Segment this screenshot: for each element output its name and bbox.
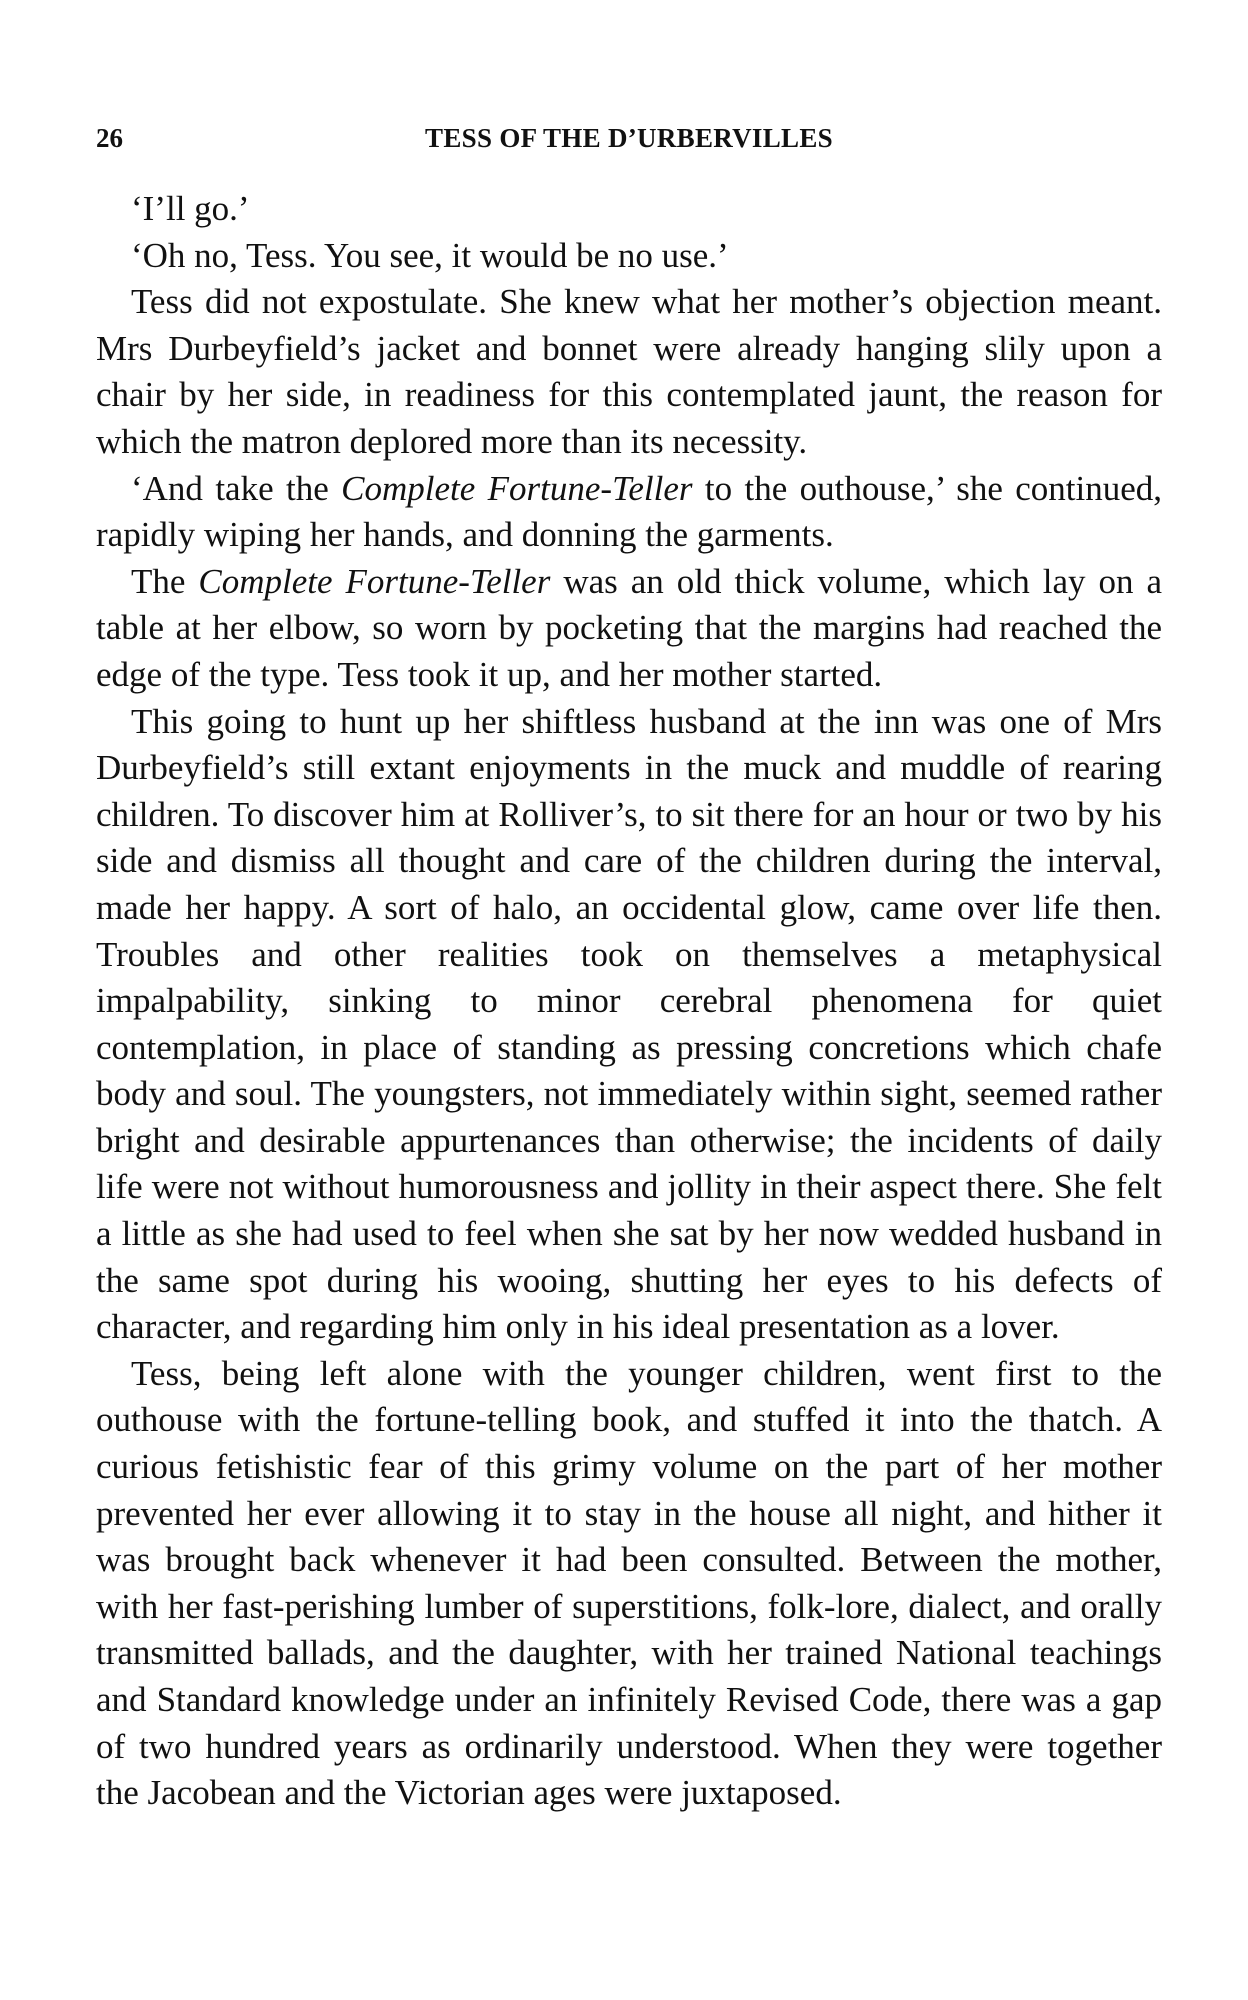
- paragraph-4-text-b: to the outhouse,’ she continued, rapidly wiping her hands, and donning the garments.: [96, 468, 1163, 555]
- paragraph-6: This going to hunt up her shiftless husband at the inn was one of Mrs Durbeyfield’s still extant enjoyments in the muck and muddle of rearing children. To discover him at Rolliver’s, to sit there for an hour or two by his side and dismiss all thought and care of the children during the interval, made her happy. A sort of halo, an occidental glow, came over life then. Troubles and other realities took on themselves a metaphysical impalpability, sinking to minor cerebral phenomena for quiet contemplation, in place of standing as pressing concretions which chafe body and soul. The youngsters, not immediately within sight, seemed rather bright and desirable appurtenances than otherwise; the incidents of daily life were not without humorousness and jollity in their aspect there. She felt a little as she had used to feel when she sat by her now wedded husband in the same spot during his wooing, shutting her eyes to his defects of character, and regarding him only in his ideal presentation as a lover.: [96, 701, 1162, 1347]
- paragraph-5-text-a: The: [131, 561, 199, 601]
- paragraph-5-text-b: was an old thick volume, which lay on a table at her elbow, so worn by pocketing that the margins had reached the edge of the type. Tess took it up, and her mother started.: [96, 561, 1162, 694]
- paragraph-1: ‘I’ll go.’: [131, 189, 250, 228]
- paragraph-4-text-a: ‘And take the: [131, 468, 342, 508]
- paragraph-2: ‘Oh no, Tess. You see, it would be no use.’: [131, 235, 729, 275]
- paragraph-3: Tess did not expostulate. She knew what her mother’s objection meant. Mrs Durbeyfield’s jacket and bonnet were already hanging slily upon a chair by her side, in readiness for this contemplated jaunt, the reason for which the matron deplored more than its necessity.: [96, 282, 1162, 461]
- book-title-italic: Complete Fortune-Teller: [341, 468, 693, 508]
- book-title-italic: Complete Fortune-Teller: [198, 561, 551, 601]
- paragraph-4: [96, 466, 1162, 559]
- body-text: [96, 186, 1162, 1817]
- page-number: 26: [96, 123, 123, 153]
- running-head: [96, 118, 1162, 158]
- paragraph-5: [96, 559, 1162, 699]
- running-title: TESS OF THE D’URBERVILLES: [425, 123, 833, 153]
- paragraph-7: Tess, being left alone with the younger children, went first to the outhouse with the fortune-telling book, and stuffed it into the thatch. A curious fetishistic fear of this grimy volume on the part of her mother prevented her ever allowing it to stay in the house all night, and hither it was brought back whenever it had been consulted. Between the mother, with her fast-perishing lumber of superstitions, folk-lore, dialect, and orally transmitted ballads, and the daughter, with her trained National teachings and Standard knowledge under an infinitely Revised Code, there was a gap of two hundred years as ordinarily understood. When they were together the Jacobean and the Victorian ages were juxtaposed.: [96, 1353, 1162, 1813]
